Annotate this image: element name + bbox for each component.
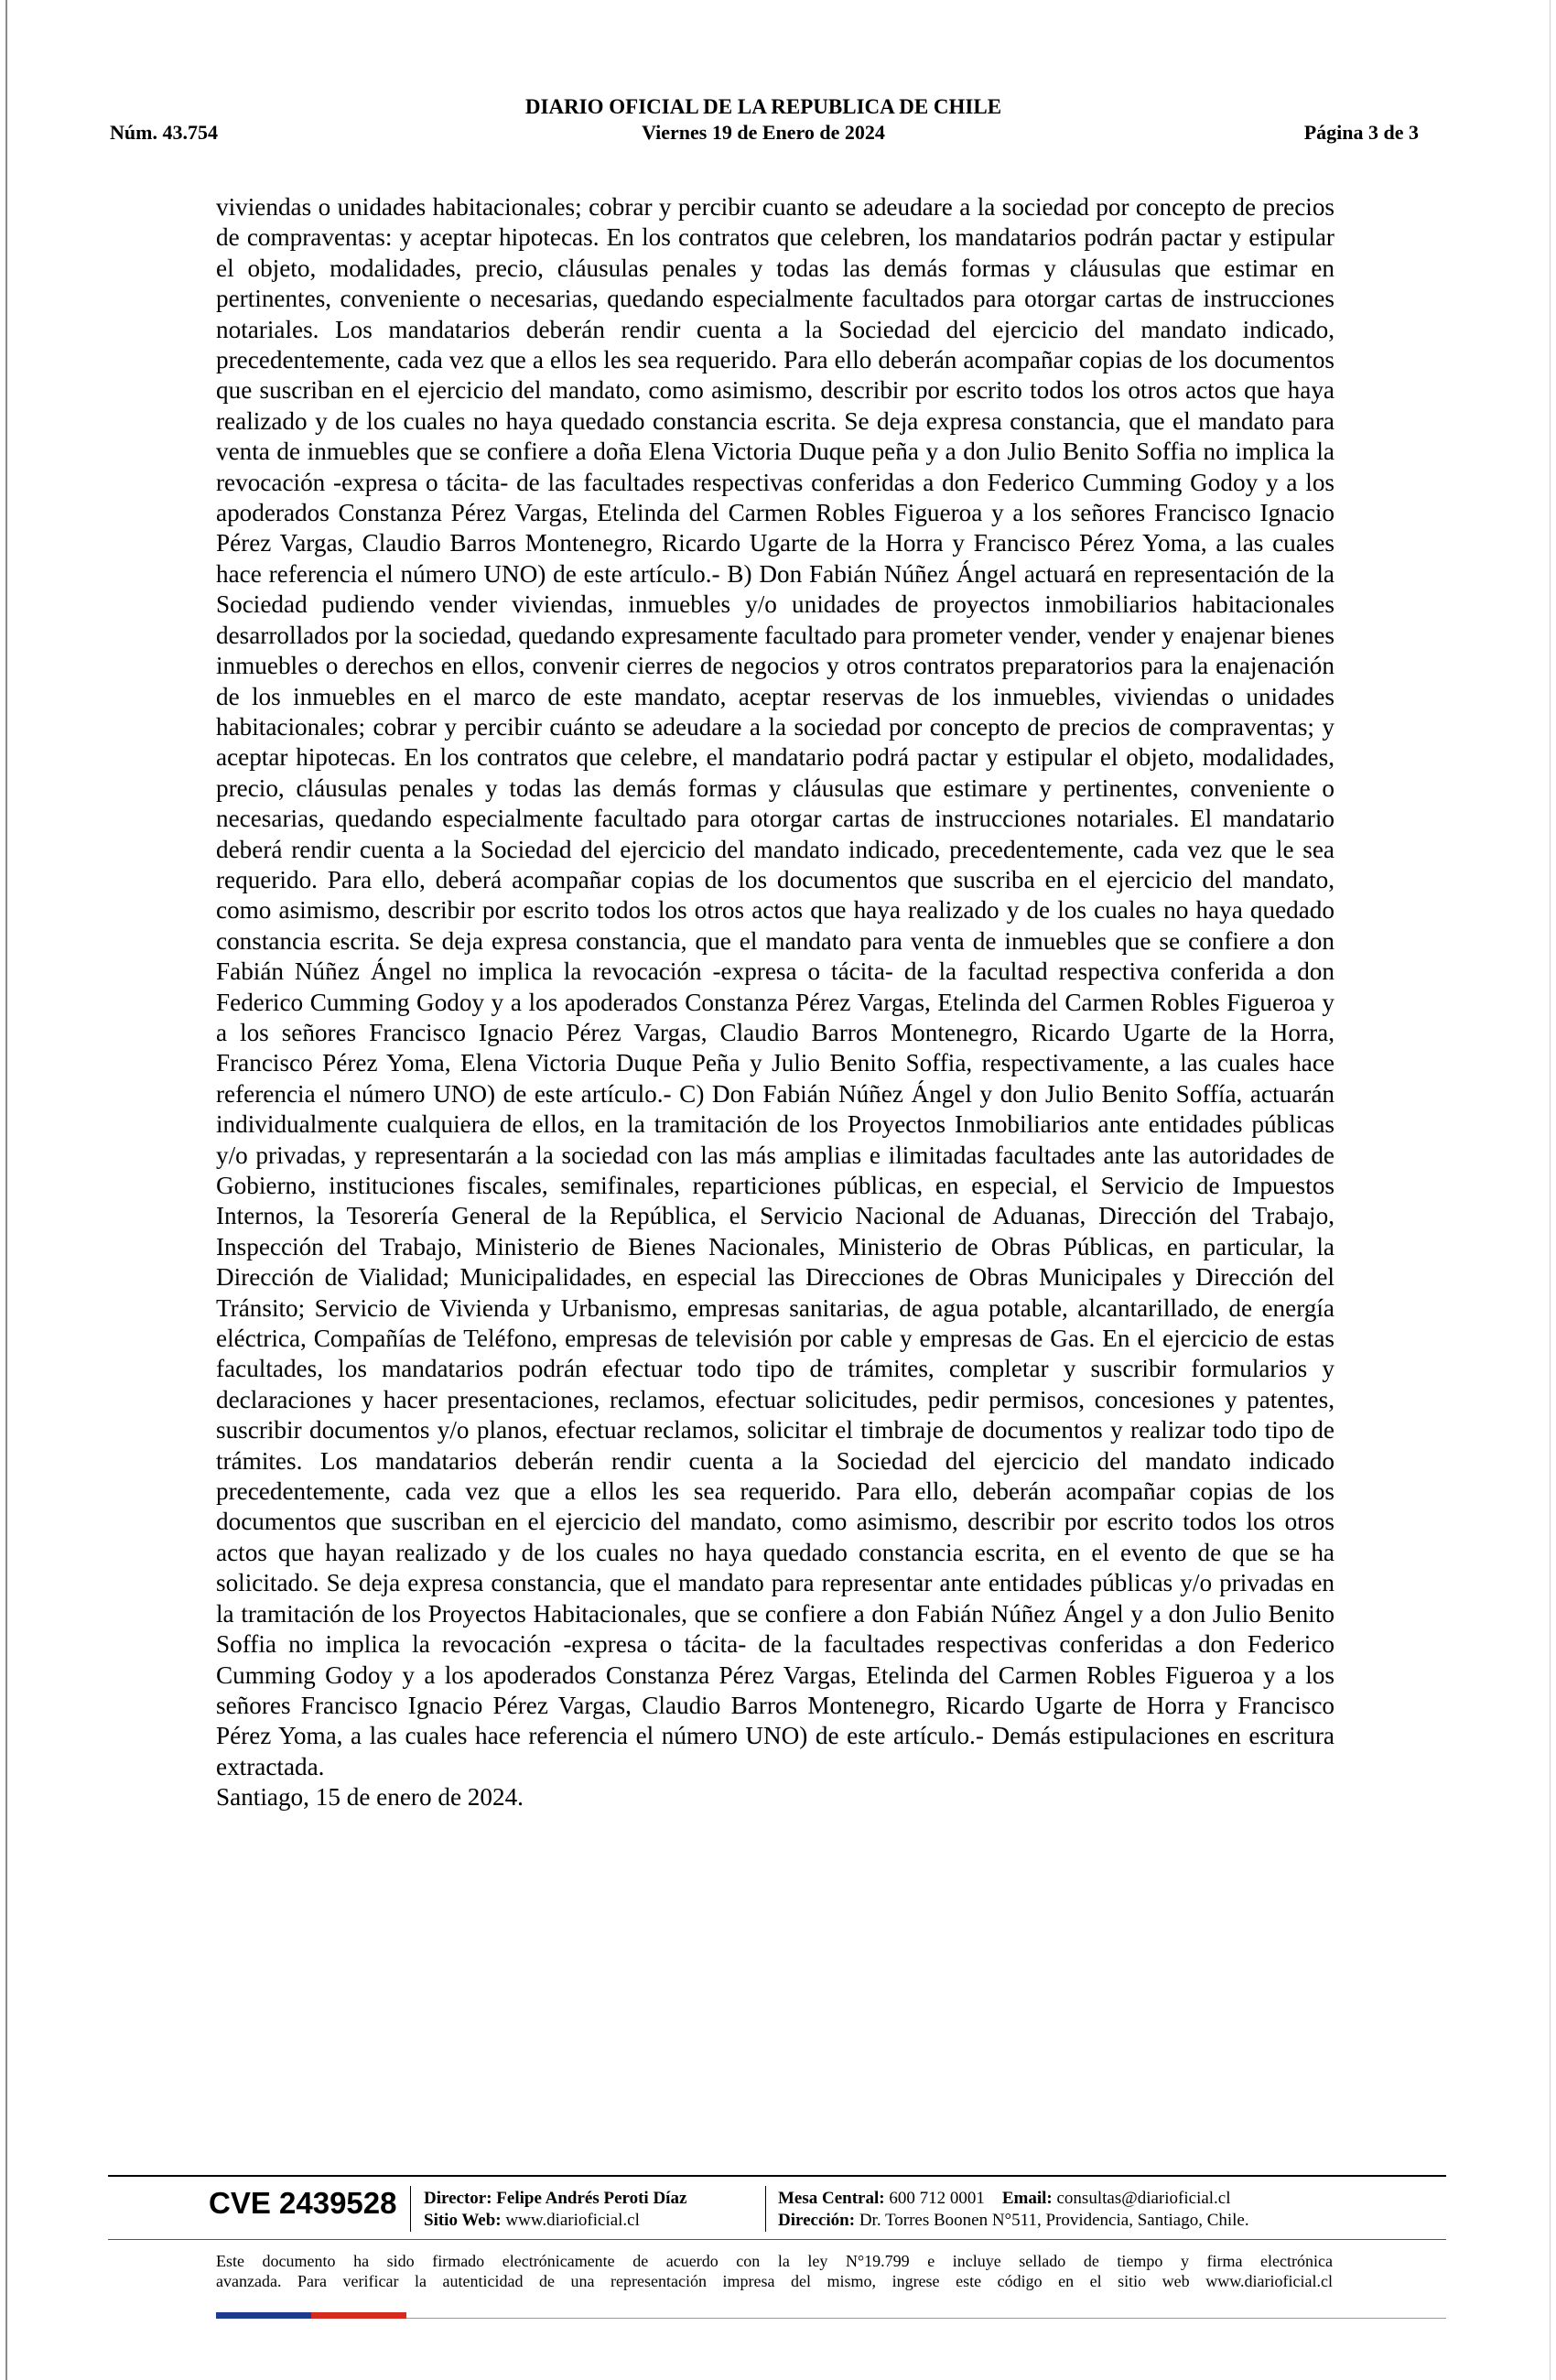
legal-line-1: Este documento ha sido firmado electrónicamente de acuerdo con la ley N°19.799 e incluye sellado de tiempo y firma electrónica [216,2252,1333,2270]
closing-line: Santiago, 15 de enero de 2024. [216,1783,524,1812]
page-header [108,95,1419,150]
issue-date: Viernes 19 de Enero de 2024 [642,121,885,144]
footer-divider [410,2186,411,2232]
chile-flag-bar [216,2312,406,2319]
publication-title: DIARIO OFICIAL DE LA REPUBLICA DE CHILE [524,95,1002,118]
flag-red-segment [311,2312,406,2319]
flag-blue-segment [216,2312,311,2319]
website-label: Sitio Web: [424,2211,502,2230]
page-indicator: Página 3 de 3 [1303,121,1419,144]
footer-top-rule [108,2175,1446,2177]
address-text: Dr. Torres Boonen N°511, Providencia, Santiago, Chile. [859,2211,1249,2230]
legal-line-2: avanzada. Para verificar la autenticidad de una representación impresa del mismo, ingrese este código en el sitio web www.diarioficial.cl [216,2272,1333,2290]
cve-code: CVE 2439528 [209,2186,397,2220]
mesa-phone: 600 712 0001 [889,2189,985,2208]
contact-block [778,2188,1249,2232]
page-right-border [1550,0,1551,2380]
director-label: Director: [424,2189,492,2208]
body-paragraph: viviendas o unidades habitacionales; cobrar y percibir cuanto se adeudare a la sociedad por concepto de precios de compraventas: y aceptar hipotecas. En los contratos que celebren, los mandatarios podrán pactar y estipular el objeto, modalidades, precio, cláusulas penales y todas las demás formas y cláusulas que estimar en pertinentes, conveniente o necesarias, quedando especialmente facultados para otorgar cartas de instrucciones notariales. Los mandatarios deberán rendir cuenta a la Sociedad del ejercicio del mandato indicado, precedentemente, cada vez que a ellos les sea requerido. Para ello deberán acompañar copias de los documentos que suscriban en el ejercicio del mandato, como asimismo, describir por escrito todos los otros actos que haya realizado y de los cuales no haya quedado constancia escrita. Se deja expresa constancia, que el mandato para venta de inmuebles que se confiere a doña Elena Victoria Duque peña y a don Julio Benito Soffia no implica la revocación -expresa o tácita- de las facultades respectivas conferidas a don Federico Cumming Godoy y a los apoderados Constanza Pérez Vargas, Etelinda del Carmen Robles Figueroa y a los señores Francisco Ignacio Pérez Vargas, Claudio Barros Montenegro, Ricardo Ugarte de la Horra y Francisco Pérez Yoma, a las cuales hace referencia el número UNO) de este artículo.- B) Don Fabián Núñez Ángel actuará en representación de la Sociedad pudiendo vender viviendas, inmuebles y/o unidades de proyectos inmobiliarios habitacionales desarrollados por la sociedad, quedando expresamente facultado para prometer vender, vender y enajenar bienes inmuebles o derechos en ellos, convenir cierres de negocios y otros contratos preparatorios para la enajenación de los inmuebles en el marco de este mandato, aceptar reservas de los inmuebles, viviendas o unidades habitacionales; cobrar y percibir cuánto se adeudare a la sociedad por concepto de precios de compraventas; y aceptar hipotecas. En los contratos que celebre, el mandatario podrá pactar y estipular el objeto, modalidades, precio, cláusulas penales y todas las demás formas y cláusulas que estimare y pertinentes, conveniente o necesarias, quedando especialmente facultado para otorgar cartas de instrucciones notariales. El mandatario deberá rendir cuenta a la Sociedad del ejercicio del mandato indicado, precedentemente, cada vez que le sea requerido. Para ello, deberá acompañar copias de los documentos que suscriba en el ejercicio del mandato, como asimismo, describir por escrito todos los otros actos que haya realizado y de los cuales no haya quedado constancia escrita. Se deja expresa constancia, que el mandato para venta de inmuebles que se confiere a don Fabián Núñez Ángel no implica la revocación -expresa o tácita- de la facultad respectiva conferida a don Federico Cumming Godoy y a los apoderados Constanza Pérez Vargas, Etelinda del Carmen Robles Figueroa y a los señores Francisco Ignacio Pérez Vargas, Claudio Barros Montenegro, Ricardo Ugarte de la Horra, Francisco Pérez Yoma, Elena Victoria Duque Peña y Julio Benito Soffia, respectivamente, a las cuales hace referencia el número UNO) de este artículo.- C) Don Fabián Núñez Ángel y don Julio Benito Soffía, actuarán individualmente cualquiera de ellos, en la tramitación de los Proyectos Inmobiliarios ante entidades públicas y/o privadas, y representarán a la sociedad con las más amplias e ilimitadas facultades ante las autoridades de Gobierno, instituciones fiscales, semifinales, reparticiones públicas, en especial, el Servicio de Impuestos Internos, la Tesorería General de la República, el Servicio Nacional de Aduanas, Dirección del Trabajo, Inspección del Trabajo, Ministerio de Bienes Nacionales, Ministerio de Obras Públicas, en particular, la Dirección de Vialidad; Municipalidades, en especial las Direcciones de Obras Municipales y Dirección del Tránsito; Servicio de Vivienda y Urbanismo, empresas sanitarias, de agua potable, alcantarillado, de energía eléctrica, Compañías de Teléfono, empresas de televisión por cable y empresas de Gas. En el ejercicio de estas facultades, los mandatarios podrán efectuar todo tipo de trámites, completar y suscribir formularios y declaraciones y hacer presentaciones, reclamos, efectuar solicitudes, pedir permisos, concesiones y patentes, suscribir documentos y/o planos, efectuar reclamos, solicitar el timbraje de documentos y realizar todo tipo de trámites. Los mandatarios deberán rendir cuenta a la Sociedad del ejercicio del mandato indicado precedentemente, cada vez que a ellos les sea requerido. Para ello, deberán acompañar copias de los documentos que suscriban en el ejercicio del mandato, como asimismo, describir por escrito todos los otros actos que hayan realizado y de los cuales no haya quedado constancia escrita, en el evento de que se ha solicitado. Se deja expresa constancia, que el mandato para representar ante entidades públicas y/o privadas en la tramitación de los Proyectos Habitacionales, que se confiere a don Fabián Núñez Ángel y a don Julio Benito Soffia no implica la revocación -expresa o tácita- de la facultades respectivas conferidas a don Federico Cumming Godoy y a los apoderados Constanza Pérez Vargas, Etelinda del Carmen Robles Figueroa y a los señores Francisco Ignacio Pérez Vargas, Claudio Barros Montenegro, Ricardo Ugarte de Horra y Francisco Pérez Yoma, a las cuales hace referencia el número UNO) de este artículo.- Demás estipulaciones en escritura extractada. [216,193,1334,1780]
email-label: Email: [1001,2189,1053,2208]
footer-mid-rule [108,2239,1446,2240]
director-name: Felipe Andrés Peroti Díaz [496,2189,687,2208]
mesa-label: Mesa Central: [778,2189,885,2208]
address-label: Dirección: [778,2211,856,2230]
website-link[interactable]: www.diarioficial.cl [505,2211,640,2230]
document-body [216,192,1334,1813]
director-block [424,2188,686,2232]
footer-divider [765,2186,766,2232]
issue-number: Núm. 43.754 [110,121,218,144]
legal-notice [216,2251,1333,2291]
footer-bottom-rule [406,2318,1446,2319]
page-left-border [5,0,7,2380]
email-link[interactable]: consultas@diarioficial.cl [1056,2189,1231,2208]
